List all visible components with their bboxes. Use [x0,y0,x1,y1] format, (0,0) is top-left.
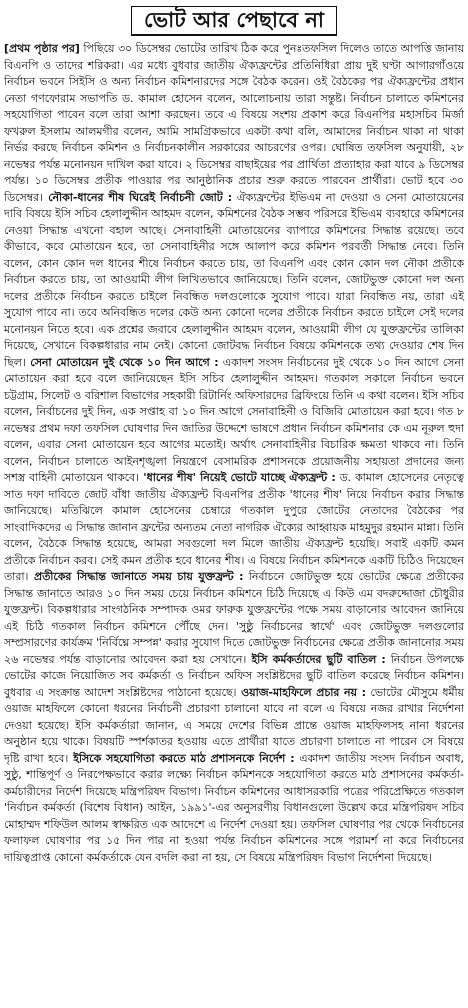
headline: ভোট আর পেছাবে না [131,6,337,36]
section-text-boat-paddy: ঐক্যফ্রন্টের ইভিএম না দেওয়া ও সেনা মোতায়েনের দাবি বিষয়ে ইসি সচিব হেলালুদ্দীন আহমদ বলেন, কমিশনের বৈঠক সম্ভব পরিসরে ইভিএম ব্যবহারে কমিশনের নেওয়া সিদ্ধান্ত এখনো বহাল আছে। সেনাবাহিনী মোতায়েনের ব্যাপারে কমিশনের সিদ্ধান্ত রয়েছে। তবে কীভাবে, কবে মোতায়েন হবে, তা সেনাবাহিনীর সঙ্গে আলাপ করে কমিশন পরবর্তী সিদ্ধান্ত নেবে। তিনি বলেন, কোন কোন দল ধানের শীষে নির্বাচন করতে চায়, তা বিএনপি এবং কোন কোন দল নৌকা প্রতীকে নির্বাচন করতে চায়, তা আওয়ামী লীগ লিখিতভাবে জানিয়েছে। তিনি বলেন, জোটভুক্ত কোনো দল অন্য দলের প্রতীকে নির্বাচন করতে চাইলে নিবন্ধিত দলগুলোকে সুযোগ পাবে। যারা নিবন্ধিত নয়, তারা এই সুযোগ পাবে না। তবে অনিবন্ধিত দলের কেউ অন্য কোনো দলের প্রতীকে নির্বাচন করতে চাইলে সেই দলের মনোনয়ন নিতে হবে। এক প্রশ্নের জবাবে হেলালুদ্দীন আহমদ বলেন, আওয়ামী লীগ যে যুক্তফ্রন্টের তালিকা দিয়েছে, সেখানে বিকল্পধারার নাম নেই। কোনো জোটবদ্ধ নির্বাচন বিষয়ে কমিশনকে তথ্য দেওয়ার শেষ দিন ছিল। [4,190,464,369]
lead-marker: [প্রথম পৃষ্ঠার পর] [4,42,80,56]
section-text-symbol-decision: নির্বাচনে জোটভুক্ত হয়ে ভোটের ক্ষেত্রে প্রতীকের সিদ্ধান্ত জানাতে আরও ১০ দিন সময় চেয়ে নির্বাচন কমিশনে চিঠি দিয়েছে এ কিউ এম বদরুদ্দোজা চৌধুরীর যুক্তফ্রন্ট। বিকল্পধারার সাংগঠনিক সম্পাদক ওমর ফারুক যুক্তফ্রন্টের পক্ষে সময় বাড়ানোর আবেদন জানিয়ে এই চিঠি গতকাল নির্বাচন কমিশনে পৌঁছে দেন। 'সুষ্ঠু নির্বাচনের স্বার্থে' এবং জোটভুক্ত দলগুলোর সম্প্রসারণের কার্যক্রম 'নির্বিঘ্নে সম্পন্ন' করার সুযোগ দিতে জোটভুক্ত নির্বাচনের ক্ষেত্রে প্রতীক জানানোর সময় ২৬ নভেম্বর পর্যন্ত বাড়ানোর আবেদন করা হয় সেখানে। [4,570,464,666]
subheading-waz-mahfil: ওয়াজ-মাহফিলে প্রচার নয় : [236,685,367,699]
subheading-field-admin: ইসিকে সহযোগিতা করতে মাঠ প্রশাসনকে নির্দেশ : [68,751,295,765]
article-text [4,41,464,866]
section-text-paddy-symbol: ড. কামাল হোসেনের নেতৃত্বে সাত দফা দাবিতে জোট বাঁধা জাতীয় ঐক্যফ্রন্ট বিএনপির প্রতীক 'ধানের শীষ' নিয়ে নির্বাচন করার সিদ্ধান্ত জানিয়েছে। মতিঝিলে কামাল হোসেনের চেম্বারে গতকাল দুপুরে জোটের নেতাদের বৈঠকের পর সাংবাদিকদের এ সিদ্ধান্ত জানান ফ্রন্টের অন্যতম নেতা নাগরিক ঐক্যের আহ্বায়ক মাহমুদুর রহমান মান্না। তিনি বলেন, বৈঠকে সিদ্ধান্ত হয়েছে, আমরা সবগুলো দল মিলে জাতীয় ঐক্যফ্রন্ট হয়েছি। সবাই একটি কমন প্রতীকে নির্বাচন করব। সেই কমন প্রতীক হবে ধানের শীষ। এ বিষয়ে নির্বাচন কমিশনকে একটি চিঠিও দিয়েছেন তারা। [4,471,464,584]
section-text-leave-cancelled: নির্বাচন উপলক্ষে ভোটের কাজে নিয়োজিত সব কর্মকর্তা ও নির্বাচন অফিস সংশ্লিষ্টদের ছুটি বাতিল করেছে নির্বাচন কমিশন। বুধবার এ সংক্রান্ত আদেশ সংশ্লিষ্টদের পাঠানো হয়েছে। [4,652,465,699]
section-text-army-deployment: একাদশ সংসদ নির্বাচনের দুই থেকে ১০ দিন আগে সেনা মোতায়েন করা হবে বলে জানিয়েছেন ইসি সচিব হেলালুদ্দীন আহমদ। গতকাল সকালে নির্বাচন ভবনে চট্টগ্রাম, সিলেট ও বরিশাল বিভাগের সহকারী রিটার্নিং অফিসারদের ব্রিফিংয়ে তিনি এ কথা বলেন। ইসি সচিব বলেন, নির্বাচনের দুই দিন, এক সপ্তাহ বা ১০ দিন আগে সেনাবাহিনী ও বিজিবি মোতায়েন করা হবে। গত ৮ নভেম্বর প্রথম দফা তফসিল ঘোষণার দিন জাতির উদ্দেশে ভাষণে প্রধান নির্বাচন কমিশনার কে এম নূরুল হুদা বলেন, এবার সেনা মোতায়েন হবে আগের মতোই। অর্থাৎ সেনাবাহিনীর বিচারিক ক্ষমতা থাকবে না। তিনি বলেন, নির্বাচন চালাতে আইনশৃঙ্খলা নিয়ন্ত্রণে বেসামরিক প্রশাসনকে প্রয়োজনীয় সহায়তা প্রদানের জন্য সশস্ত্র বাহিনী মোতায়েন থাকবে। [4,355,464,485]
section-text-waz-mahfil: ভোটের মৌসুমে ধর্মীয় ওয়াজ মাহফিলে কোনো ধরনের নির্বাচনী প্রচারণা চালানো যাবে না বলে এ বিষয়ে নজর রাখার নির্দেশনা দেওয়া হয়েছে। ইসি কর্মকর্তারা জানান, এ সময়ে দেশের বিভিন্ন প্রান্তে ওয়াজ মাহফিলসহ নানা ধরনের অনুষ্ঠান হয়ে থাকে। বিষয়টি স্পর্শকাতর হওয়ায় এতে প্রার্থীরা যাতে প্রচারণা চালাতে না পারেন সে বিষয়ে দৃষ্টি রাখা হবে। [4,685,465,765]
subheading-symbol-decision: প্রতীকের সিদ্ধান্ত জানাতে সময় চায় যুক্তফ্রন্ট : [28,570,244,584]
subheading-leave-cancelled: ইসি কর্মকর্তাদের ছুটি বাতিল : [246,652,386,666]
subheading-paddy-symbol: 'ধানের শীষ' নিয়েই ভোটে যাচ্ছে ঐক্যফ্রন্ট : [139,471,336,485]
subheading-boat-paddy: নৌকা-ধানের শীষ ঘিরেই নির্বাচনী জোট : [43,190,233,204]
subheading-army-deployment: সেনা মোতায়েন দুই থেকে ১০ দিন আগে : [25,355,219,369]
intro-text: পিছিয়ে ৩০ ডিসেম্বর ভোটের তারিখ ঠিক করে পুনঃতফসিল দিলেও তাতে আপত্তি জানায় বিএনপি ও তাদের শরিকরা। এর মধ্যে বুধবার জাতীয় ঐক্যফ্রন্টের প্রতিনিধিরা প্রায় দুই ঘণ্টা আগারগাঁওয়ে নির্বাচন ভবনে সিইসি ও অন্য নির্বাচন কমিশনারদের সঙ্গে বৈঠক করেন। ওই বৈঠকের পর ঐক্যফ্রন্টের প্রধান নেতা গণফোরাম সভাপতি ড. কামাল হোসেন বলেন, আলোচনায় তারা সন্তুষ্ট। নির্বাচন চালাতে কমিশনের সহযোগিতা পাবেন বলে তারা আশা করছেন। তবে এ বিষয়ে সংশয় প্রকাশ করে বিএনপির মহাসচিব মির্জা ফখরুল ইসলাম আলমগীর বলেন, আমি সামগ্রিকভাবে একটা কথা বলি, আমাদের নির্বাচন থাকা না থাকা নির্ভর করছে নির্বাচন কমিশন ও নির্বাচনকালীন সরকারের আচরণের ওপর। ঘোষিত তফসিল অনুযায়ী, ২৮ নভেম্বর পর্যন্ত মনোনয়ন দাখিল করা যাবে। ২ ডিসেম্বর বাছাইয়ের পর প্রার্থিতা প্রত্যাহার করা যাবে ৯ ডিসেম্বর পর্যন্ত। ১০ ডিসেম্বর প্রতীক পাওয়ার পর আনুষ্ঠানিক প্রচার শুরু করতে পারবেন প্রার্থীরা। ভোট হবে ৩০ ডিসেম্বর। [4,42,464,204]
section-text-field-admin: একাদশ জাতীয় সংসদ নির্বাচন অবাধ, সুষ্ঠু, শান্তিপূর্ণ ও নিরপেক্ষভাবে করার লক্ষ্যে নির্বাচন কমিশনকে সহযোগিতা করতে মাঠ প্রশাসনের কর্মকর্তা-কর্মচারীদের নির্দেশ দিয়েছে মন্ত্রিপরিষদ বিভাগ। নির্বাচন কমিশনের আধাসরকারি পত্রের পরিপ্রেক্ষিতে গতকাল 'নির্বাচন কর্মকর্তা (বিশেষ বিধান) আইন, ১৯৯১'-এর অনুসরণীয় বিধানগুলো উল্লেখ করে মন্ত্রিপরিষদ সচিব মোহাম্মদ শফিউল আলম স্বাক্ষরিত এক আদেশে এ নির্দেশ দেওয়া হয়। তফসিল ঘোষণার পর থেকে নির্বাচনের ফলাফল ঘোষণার পর ১৫ দিন পার না হওয়া পর্যন্ত নির্বাচন কমিশনের সঙ্গে পরামর্শ না করে নির্বাচনের দায়িত্বপ্রাপ্ত কোনো কর্মকর্তাকে যেন বদলি করা না হয়, সে বিষয়ে মন্ত্রিপরিষদ বিভাগ নির্দেশনা দিয়েছে। [4,751,464,864]
article-body [4,41,464,866]
headline-container [4,6,464,36]
